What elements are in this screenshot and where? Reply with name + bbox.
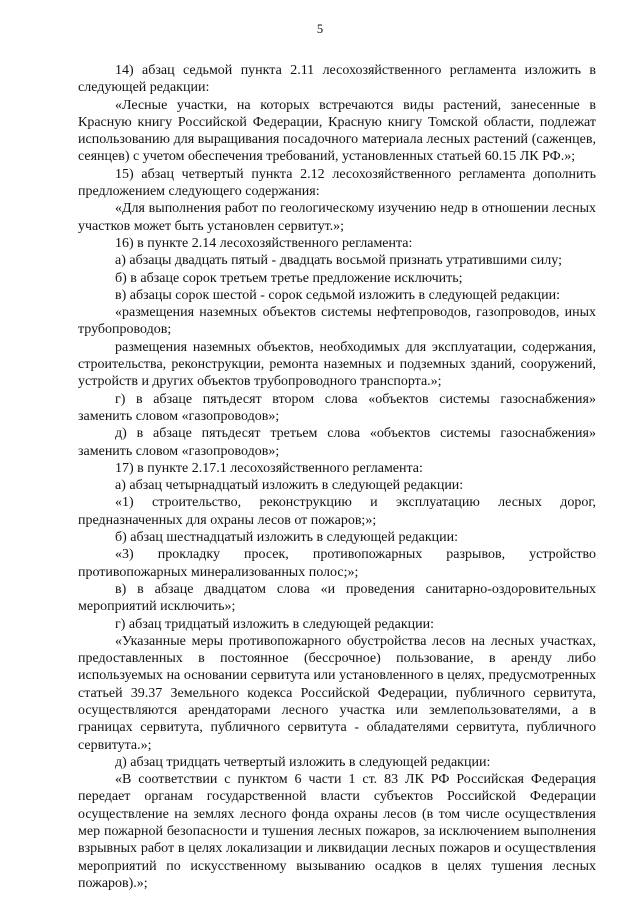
paragraph-quote-fire-measures: «Указанные меры противопожарного обустройства лесов на лесных участках, предоставленных в постоянное (бессрочное) пользование, в аренду либо используемых на основании сервитута или установленного в целях, предусмотренных статьей 39.37 Земельного кодекса Российской Федерации, публичного сервитута, осуществляются арендаторами лесного участка или землепользователями, а в границах сервитута, публичного сервитута - обладателями сервитута, публичного сервитута.»; — [78, 633, 596, 753]
paragraph-17b: б) абзац шестнадцатый изложить в следующей редакции: — [115, 530, 458, 546]
page-number: 5 — [316, 22, 324, 36]
paragraph-17v: в) в абзаце двадцатом слова «и проведения санитарно-оздоровительных мероприятий исключить»; — [78, 581, 596, 615]
paragraph-16v: в) абзацы сорок шестой - сорок седьмой изложить в следующей редакции: — [115, 287, 560, 303]
paragraph-item-16: 16) в пункте 2.14 лесохозяйственного регламента: — [115, 235, 413, 251]
paragraph-item-17: 17) в пункте 2.17.1 лесохозяйственного регламента: — [115, 460, 423, 476]
paragraph-item-14: 14) абзац седьмой пункта 2.11 лесохозяйственного регламента изложить в следующей редакции: — [78, 63, 596, 96]
paragraph-quote-article-83: «В соответствии с пунктом 6 части 1 ст. 83 ЛК РФ Российская Федерация передает органам государственной власти субъектов Российской Федерации осуществление на землях лесного фонда охраны лесов (в том числе осуществления мер пожарной безопасности и тушения лесных пожаров, за исключением выполнения взрывных работ в целях локализации и ликвидации лесных пожаров и осуществления мероприятий по искусственному вызыванию осадков в целях тушения лесных пожаров).»; — [78, 772, 596, 891]
paragraph-quote-roads: «1) строительство, реконструкцию и эксплуатацию лесных дорог, предназначенных для охраны лесов от пожаров;»; — [78, 495, 596, 528]
paragraph-quote-geology: «Для выполнения работ по геологическому изучению недр в отношении лесных участков может быть установлен сервитут.»; — [78, 201, 596, 234]
paragraph-17d: д) абзац тридцать четвертый изложить в следующей редакции: — [115, 754, 491, 770]
paragraph-item-15: 15) абзац четвертый пункта 2.12 лесохозяйственного регламента дополнить предложением следующего содержания: — [78, 166, 596, 200]
paragraph-quote-pipelines: «размещения наземных объектов системы нефтепроводов, газопроводов, иных трубопроводов; — [78, 305, 596, 338]
paragraph-quote-forest-plots: «Лесные участки, на которых встречаются виды растений, занесенные в Красную книгу Российской Федерации, Красную книгу Томской области, подлежат использованию для выращивания посадочного материала лесных растений (саженцев, сеянцев) с учетом обеспечения требований, установленных статьей 60.15 ЛК РФ.»; — [78, 97, 596, 165]
paragraph-16g: г) в абзаце пятьдесят втором слова «объектов системы газоснабжения» заменить словом «газопроводов»; — [78, 391, 596, 424]
document-body — [78, 62, 596, 892]
paragraph-17g: г) абзац тридцатый изложить в следующей редакции: — [115, 616, 435, 632]
paragraph-17a: а) абзац четырнадцатый изложить в следующей редакции: — [115, 478, 464, 494]
paragraph-quote-pipeline-transport: размещения наземных объектов, необходимых для эксплуатации, содержания, строительства, реконструкции, ремонта наземных и подземных зданий, сооружений, устройств и других объектов трубопроводного транспорта.»; — [78, 339, 596, 390]
paragraph-16d: д) в абзаце пятьдесят третьем слова «объектов системы газоснабжения» заменить словом «газопроводов»; — [78, 426, 596, 459]
paragraph-16a: а) абзацы двадцать пятый - двадцать восьмой признать утратившими силу; — [115, 253, 562, 269]
paragraph-16b: б) в абзаце сорок третьем третье предложение исключить; — [115, 270, 463, 286]
paragraph-quote-clearings: «3) прокладку просек, противопожарных разрывов, устройство противопожарных минерализованных полос;»; — [78, 547, 596, 580]
